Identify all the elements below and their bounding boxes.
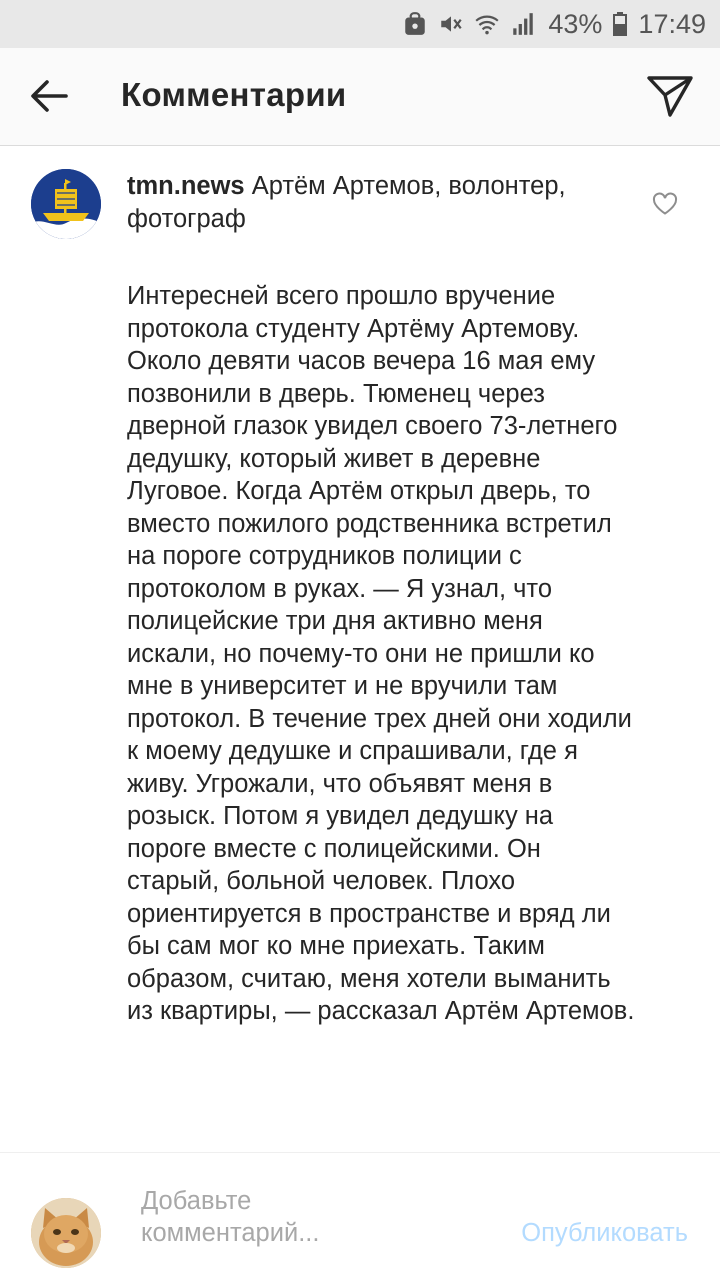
tmn-ship-logo-icon: [31, 169, 101, 239]
battery-icon: [612, 11, 628, 37]
publish-button[interactable]: Опубликовать: [521, 1219, 688, 1247]
page-title: Комментарии: [121, 76, 347, 113]
lock-notification-icon: [402, 11, 428, 37]
status-time: 17:49: [638, 8, 706, 39]
user-avatar: [31, 1198, 101, 1268]
comment-header: [127, 170, 637, 235]
battery-percent: 43%: [548, 8, 603, 39]
direct-message-button[interactable]: [644, 70, 696, 122]
mute-icon: [438, 11, 464, 37]
wifi-icon: [474, 11, 500, 37]
comment-byline: Артём Артемов, волонтер, фотограф: [127, 172, 566, 233]
comment-username[interactable]: tmn.news: [127, 172, 245, 200]
avatar[interactable]: [31, 169, 101, 239]
comment-text: Интересней всего прошло вручение протокола студенту Артёму Артемову. Около девяти часов вечера 16 мая ему позвонили в дверь. Тюменец через дверной глазок увидел своего 73-летнего дедушку, который живет в деревне Луговое. Когда Артём открыл дверь, то вместо пожилого родственника встретил на пороге сотрудников полиции с протоколом в руках. — Я узнал, что полицейские три дня активно меня искали, но почему-то они не пришли ко мне в университет и не вручили там протокол. В течение трех дней они ходили к моему дедушке и спрашивали, где я живу. Угрожали, что объявят меня в розыск. Потом я увидел дедушку на пороге вместе с полицейскими. Он старый, больной человек. Плохо ориентируется в пространстве и вряд ли бы сам мог ко мне приехать. Таким образом, считаю, меня хотели выманить из квартиры, — рассказал Артём Артемов.: [127, 282, 635, 1025]
comment-input-bar: [0, 1152, 720, 1280]
back-button[interactable]: [26, 73, 72, 119]
paper-plane-icon: [646, 74, 694, 118]
cell-signal-icon: [510, 11, 536, 37]
cat-avatar-icon: [31, 1198, 101, 1268]
like-button[interactable]: [652, 192, 678, 216]
header: [0, 48, 720, 146]
heart-icon: [652, 192, 678, 216]
status-bar: [0, 0, 720, 48]
arrow-left-icon: [30, 79, 68, 113]
comment-body: [127, 170, 637, 1028]
comment-input[interactable]: Добавьте комментарий...: [141, 1187, 320, 1247]
